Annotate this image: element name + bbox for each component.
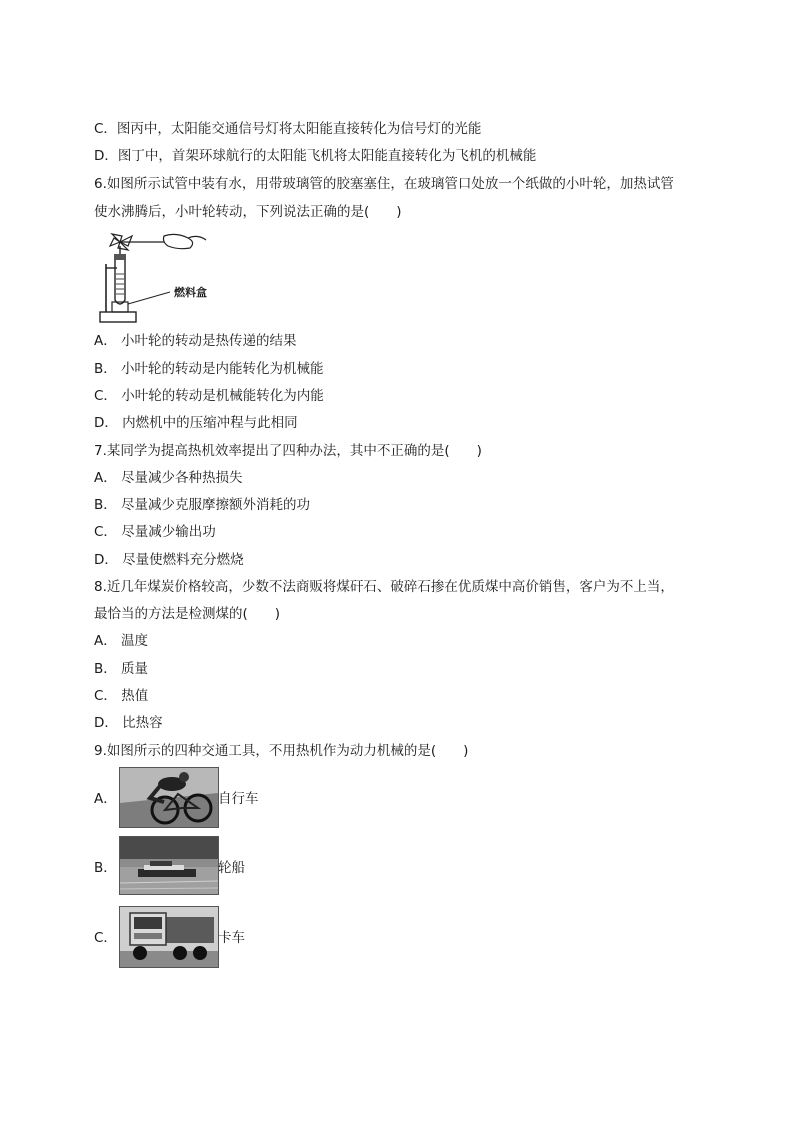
fuel-box-label: 燃料盒	[174, 286, 207, 299]
q6-option-d: D． 内燃机中的压缩冲程与此相同	[94, 415, 298, 431]
q9-stem: 9.如图所示的四种交通工具，不用热机作为动力机械的是( )	[94, 743, 469, 759]
q8-stem-line2: 最恰当的方法是检测煤的( )	[94, 606, 281, 622]
q9-option-c-caption: 卡车	[218, 930, 245, 946]
q6-option-a: A． 小叶轮的转动是热传递的结果	[94, 333, 297, 349]
q8-option-b: B． 质量	[94, 661, 149, 677]
truck-photo	[119, 906, 219, 968]
q6-option-c: C． 小叶轮的转动是机械能转化为内能	[94, 388, 324, 404]
q8-option-c: C． 热值	[94, 688, 149, 704]
q8-stem-line1: 8.近几年煤炭价格较高，少数不法商贩将煤矸石、破碎石掺在优质煤中高价销售，客户为不上当，	[94, 579, 674, 595]
q7-option-a: A． 尽量减少各种热损失	[94, 470, 243, 486]
q7-option-c: C． 尽量减少输出功	[94, 524, 216, 540]
q9-option-a-caption: 自行车	[218, 791, 259, 807]
q9-option-a-letter: A．	[94, 791, 117, 807]
q6-figure	[98, 228, 218, 326]
ship-photo	[119, 836, 219, 895]
q6-option-b: B． 小叶轮的转动是内能转化为机械能	[94, 361, 324, 377]
q6-stem-line2: 使水沸腾后，小叶轮转动，下列说法正确的是( )	[94, 204, 402, 220]
q9-option-b-caption: 轮船	[218, 860, 245, 876]
test-tube-pinwheel-diagram	[98, 228, 218, 326]
bicycle-photo	[119, 767, 219, 828]
q9-option-c-letter: C．	[94, 930, 117, 946]
q5-option-c: C．图丙中，太阳能交通信号灯将太阳能直接转化为信号灯的光能	[94, 121, 482, 137]
q5-option-d: D．图丁中，首架环球航行的太阳能飞机将太阳能直接转化为飞机的机械能	[94, 148, 537, 164]
q8-option-a: A． 温度	[94, 633, 149, 649]
q8-option-d: D． 比热容	[94, 715, 163, 731]
q7-option-b: B． 尽量减少克服摩擦额外消耗的功	[94, 497, 311, 513]
q9-option-b-letter: B．	[94, 860, 117, 876]
q6-stem-line1: 6.如图所示试管中装有水，用带玻璃管的胶塞塞住，在玻璃管口处放一个纸做的小叶轮，加热试管	[94, 176, 674, 192]
q7-stem: 7.某同学为提高热机效率提出了四种办法，其中不正确的是( )	[94, 443, 482, 459]
q7-option-d: D． 尽量使燃料充分燃烧	[94, 552, 244, 568]
